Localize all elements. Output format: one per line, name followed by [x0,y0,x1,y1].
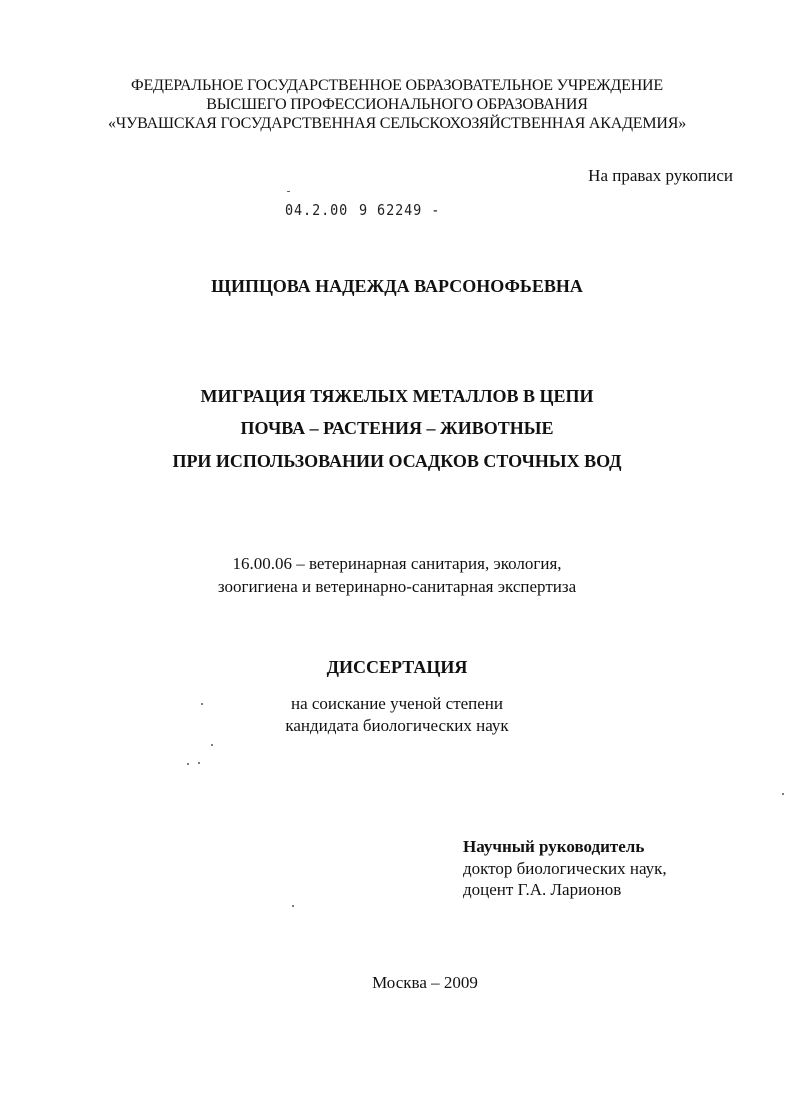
author-name: ЩИПЦОВА НАДЕЖДА ВАРСОНОФЬЕВНА [211,276,583,296]
stamp-number: 9 62249 - [358,201,441,219]
supervisor-heading: Научный руководитель [463,837,645,856]
document-type: ДИССЕРТАЦИЯ [326,657,468,677]
city-year: Москва – 2009 [372,973,478,992]
manuscript-note: На правах рукописи [588,166,733,185]
scan-speck [187,763,189,765]
degree-line-1: на соискание ученой степени [290,694,504,713]
institution-line-1: ФЕДЕРАЛЬНОЕ ГОСУДАРСТВЕННОЕ ОБРАЗОВАТЕЛЬНОЕ УЧРЕЖДЕНИЕ [131,77,663,94]
institution-line-2: ВЫСШЕГО ПРОФЕССИОНАЛЬНОГО ОБРАЗОВАНИЯ [206,96,588,113]
title-line-3: ПРИ ИСПОЛЬЗОВАНИИ ОСАДКОВ СТОЧНЫХ ВОД [172,451,622,471]
supervisor-line-1: доктор биологических наук, [463,859,667,878]
scan-speck [782,793,784,795]
specialty-line-1: 16.00.06 – ветеринарная санитария, экология, [232,554,562,573]
scan-speck [287,191,290,192]
specialty-line-2: зоогигиена и ветеринарно-санитарная экспертиза [217,577,577,596]
scan-speck [198,762,200,764]
supervisor-line-2: доцент Г.А. Ларионов [463,880,622,899]
stamp-code: 04.2.00 [285,201,349,219]
scan-speck [211,744,213,746]
institution-line-3: «ЧУВАШСКАЯ ГОСУДАРСТВЕННАЯ СЕЛЬСКОХОЗЯЙСТВЕННАЯ АКАДЕМИЯ» [107,115,687,132]
library-stamp [285,200,440,220]
scan-speck [292,905,294,907]
scan-speck [201,703,203,705]
title-line-1: МИГРАЦИЯ ТЯЖЕЛЫХ МЕТАЛЛОВ В ЦЕПИ [200,386,594,406]
title-line-2: ПОЧВА – РАСТЕНИЯ – ЖИВОТНЫЕ [240,418,554,438]
degree-line-2: кандидата биологических наук [285,716,509,735]
